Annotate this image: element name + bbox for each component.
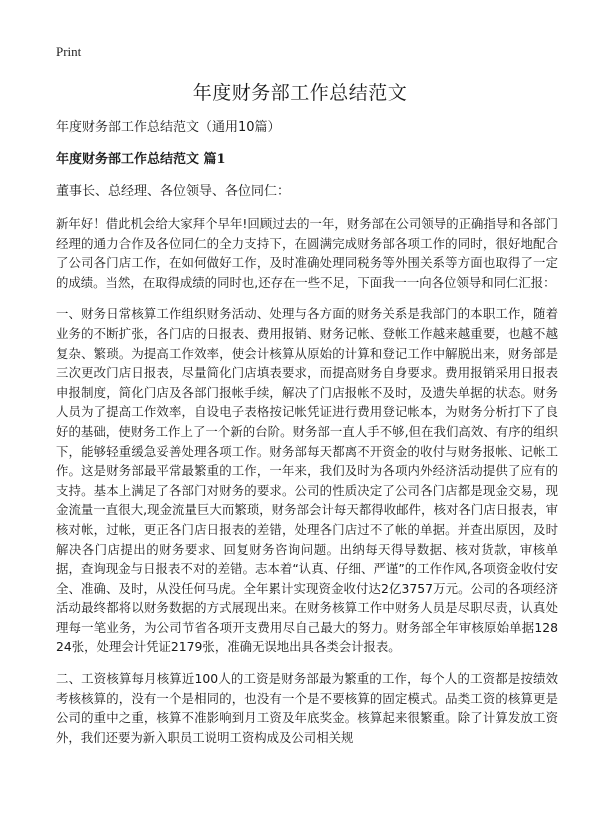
- greeting-line: 董事长、总经理、各位领导、各位同仁：: [56, 184, 291, 199]
- section-heading: 年度财务部工作总结范文 篇1: [56, 152, 226, 167]
- paragraph-intro: 新年好！借此机会给大家拜个早年!回顾过去的一年，财务部在公司领导的正确指导和各部门经理的通力合作及各位同仁的全力支持下，在圆满完成财务部各项工作的同时，很好地配合了公司各门店工作，在如何做好工作，及时准确处理同税务等外围关系等方面也取得了一定的成绩。当然，在取得成绩的同时也,还存在一些不足，下面我一一向各位领导和同仁汇报：: [56, 216, 558, 290]
- document-subtitle: 年度财务部工作总结范文（通用10篇）: [56, 120, 281, 135]
- page-title: 年度财务部工作总结范文: [192, 82, 408, 104]
- print-link[interactable]: Print: [56, 44, 82, 59]
- paragraph-payroll: 二、工资核算每月核算近100人的工资是财务部最为繁重的工作，每个人的工资都是按绩效考核核算的，没有一个是相同的，也没有一个是不要核算的固定模式。品类工资的核算更是公司的重中之重，核算不准影响到月工资及年底奖金。核算起来很繁重。除了计算发放工资外，我们还要为新入职员工说明工资构成及公司相关规: [56, 671, 558, 745]
- document-content: [56, 118, 558, 759]
- paragraph-daily-accounting: 一、财务日常核算工作组织财务活动、处理与各方面的财务关系是我部门的本职工作，随着业务的不断扩张，各门店的日报表、费用报销、财务记帐、登帐工作越来越重要，也越不越复杂、繁琐。为提高工作效率，使会计核算从原始的计算和登记工作中解脱出来，财务部是三次更改门店日报表，尽量简化门店填表要求，而提高财务自身要求。费用报销采用日报表申报制度，简化门店及各部门报帐手续，解决了门店报帐不及时，及遗失单据的状态。财务人员为了提高工作效率，自设电子表格按记帐凭证进行费用登记帐本，为财务分析打下了良好的基础，使财务工作上了一个新的台阶。财务部一直人手不够,但在我们高效、有序的组织下，能够轻重缓急妥善处理各项工作。财务部每天都离不开资金的收付与财务报帐、记帐工作。这是财务部最平常最繁重的工作，一年来，我们及时为各项内外经济活动提供了应有的支持。基本上满足了各部门对财务的要求。公司的性质决定了公司各门店都是现金交易，现金流量一直很大,现金流量巨大而繁琐，财务部会计每天都得收邮件，核对各门店日报表，审核对帐，过帐，更正各门店日报表的差错，处理各门店过不了帐的单据。并查出原因，及时解决各门店提出的财务要求、回复财务咨询问题。出纳每天得导数据、核对货款，审核单据，查询现金与日报表不对的差错。志本着“认真、仔细、严谨”的工作作风,各项资金收付安全、准确、及时，从没任何马虎。全年累计实现资金收付达2亿3757万元。公司的各项经济活动最终都将以财务数据的方式展现出来。在财务核算工作中财务人员是尽职尽责，认真处理每一笔业务，为公司节省各项开支费用尽自己最大的努力。财务部全年审核原始单据12824张，处理会计凭证2179张，准确无误地出具各类会计报表。: [56, 306, 558, 655]
